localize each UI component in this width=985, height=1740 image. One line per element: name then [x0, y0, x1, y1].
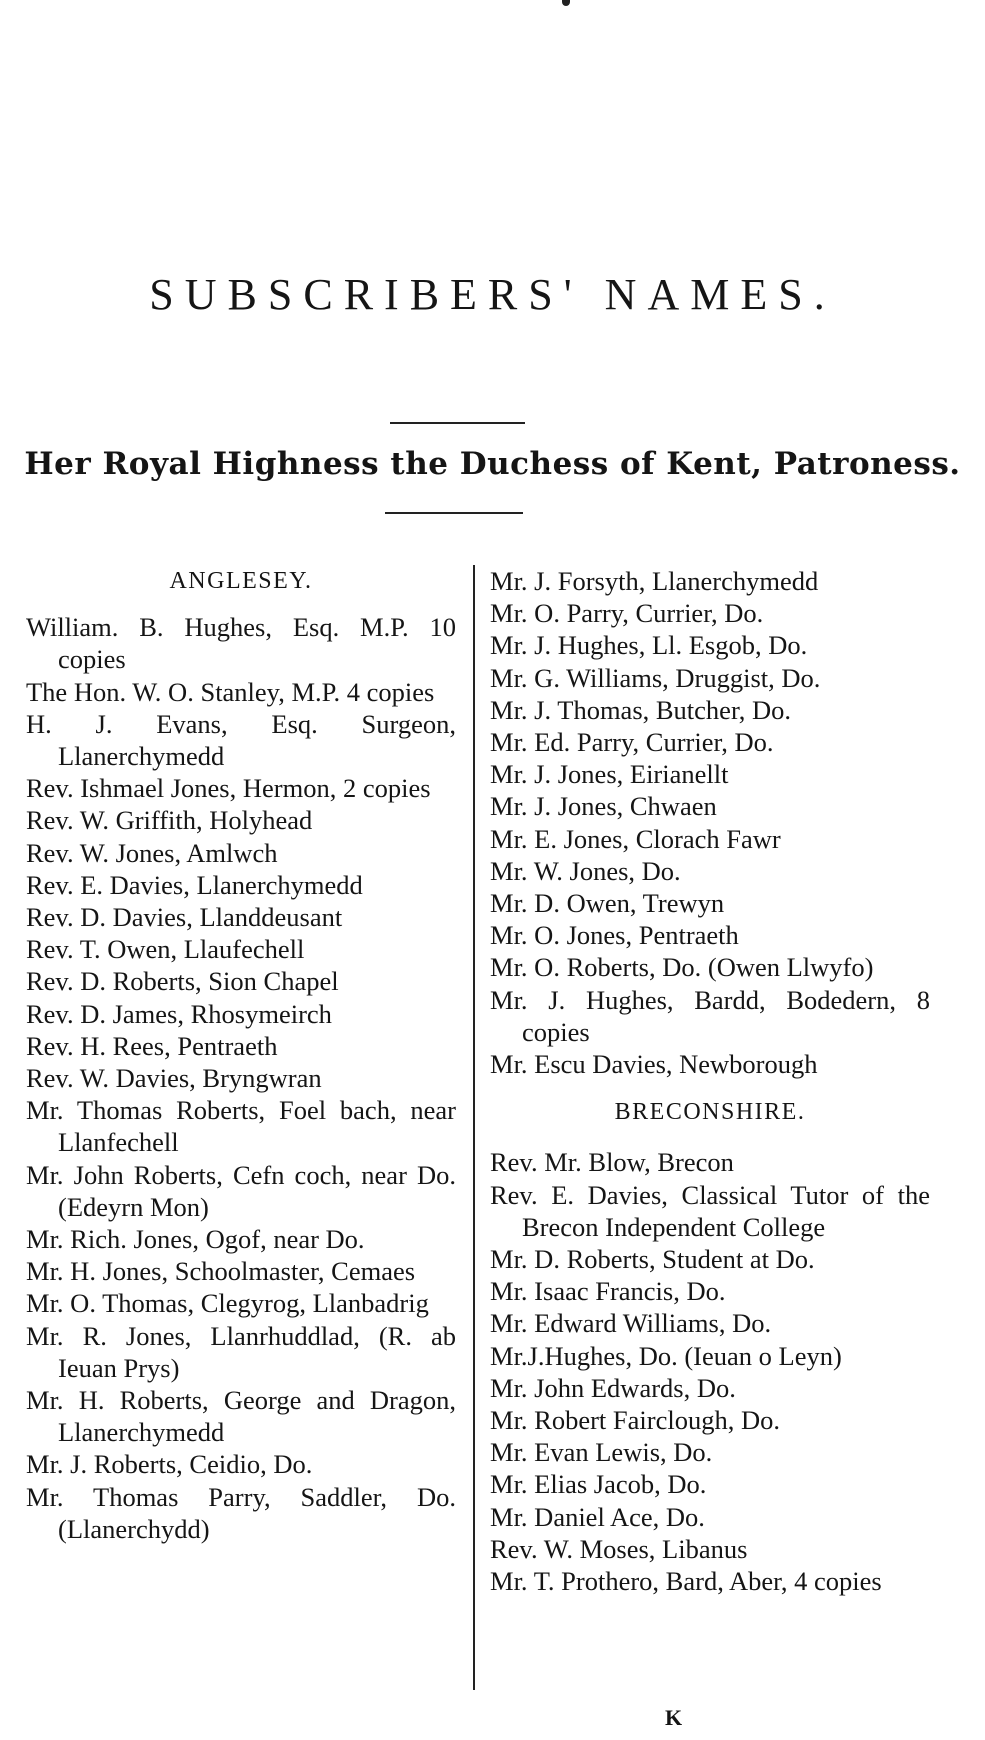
- subscriber-entry: Mr. Elias Jacob, Do.: [490, 1469, 707, 1500]
- signature-mark: K: [665, 1705, 683, 1730]
- subscriber-entry: Rev. E. Davies, Classical Tutor of the Brecon Independent College: [490, 1179, 930, 1242]
- section-heading-anglesey: ANGLESEY.: [169, 568, 313, 594]
- subscriber-entry: Rev. D. Davies, Llanddeusant: [26, 902, 343, 933]
- rule-below-patron: [385, 512, 523, 514]
- subscriber-entry: Rev. D. James, Rhosymeirch: [26, 998, 332, 1029]
- subscriber-entry: Rev. D. Roberts, Sion Chapel: [26, 966, 339, 997]
- subscriber-entry: Rev. W. Griffith, Holyhead: [26, 805, 313, 836]
- subscriber-entry: Rev. W. Davies, Bryngwran: [26, 1063, 322, 1094]
- left-column: [26, 565, 456, 1545]
- subscriber-entry: Mr. O. Thomas, Clegyrog, Llanbadrig: [26, 1288, 429, 1319]
- subscriber-entry: Mr. J. Hughes, Ll. Esgob, Do.: [490, 630, 808, 661]
- subscriber-entry: Mr. Thomas Roberts, Foel bach, near Llanfechell: [26, 1095, 456, 1158]
- subscriber-entry: Mr. G. Williams, Druggist, Do.: [490, 662, 821, 693]
- subscriber-entry: The Hon. W. O. Stanley, M.P. 4 copies: [26, 676, 435, 707]
- ink-mark: [562, 0, 570, 6]
- subscriber-entry: Mr. O. Jones, Pentraeth: [490, 920, 739, 951]
- subscriber-entry: Mr. Edward Williams, Do.: [490, 1308, 772, 1339]
- subscriber-entry: Rev. W. Jones, Amlwch: [26, 837, 278, 868]
- subscriber-entry: Mr. D. Roberts, Student at Do.: [490, 1244, 815, 1275]
- rule-above-patron: [390, 422, 525, 424]
- anglesey-list-continued: [490, 565, 930, 1080]
- column-divider: [473, 565, 475, 1690]
- right-column: [490, 565, 930, 1597]
- anglesey-list: [26, 611, 456, 1545]
- subscriber-entry: Mr. H. Roberts, George and Dragon, Llanerchymedd: [26, 1385, 456, 1448]
- subscriber-entry: Mr. J. Forsyth, Llanerchymedd: [490, 566, 819, 596]
- subscriber-entry: Mr. Rich. Jones, Ogof, near Do.: [26, 1224, 365, 1255]
- subscriber-entry: Mr. J. Hughes, Bardd, Bodedern, 8 copies: [490, 984, 930, 1047]
- subscriber-entry: Mr. D. Owen, Trewyn: [490, 888, 725, 919]
- subscriber-entry: Rev. E. Davies, Llanerchymedd: [26, 869, 363, 900]
- subscriber-entry: Mr. Evan Lewis, Do.: [490, 1437, 713, 1468]
- subscriber-entry: Mr. John Edwards, Do.: [490, 1372, 736, 1403]
- subscriber-entry: Mr. J. Thomas, Butcher, Do.: [490, 694, 791, 725]
- subscriber-entry: Mr.J.Hughes, Do. (Ieuan o Leyn): [490, 1340, 842, 1371]
- subscriber-entry: Mr. O. Roberts, Do. (Owen Llwyfo): [490, 952, 874, 983]
- subscriber-entry: William. B. Hughes, Esq. M.P. 10 copies: [26, 612, 456, 675]
- subscriber-entry: Mr. Daniel Ace, Do.: [490, 1501, 705, 1532]
- subscriber-entry: Mr. John Roberts, Cefn coch, near Do. (Edeyrn Mon): [26, 1159, 456, 1222]
- page-title: SUBSCRIBERS' NAMES.: [149, 270, 836, 320]
- section-heading-breconshire: BRECONSHIRE.: [614, 1099, 806, 1126]
- subscriber-entry: Mr. T. Prothero, Bard, Aber, 4 copies: [490, 1566, 882, 1597]
- subscriber-entry: Rev. Ishmael Jones, Hermon, 2 copies: [26, 773, 431, 804]
- subscriber-entry: Mr. J. Jones, Chwaen: [490, 791, 717, 822]
- subscriber-entry: Rev. H. Rees, Pentraeth: [26, 1030, 278, 1061]
- subscriber-entry: Mr. Thomas Parry, Saddler, Do. (Llanerchydd): [26, 1481, 456, 1544]
- subscriber-entry: Mr. Ed. Parry, Currier, Do.: [490, 727, 774, 758]
- subscriber-entry: Mr. H. Jones, Schoolmaster, Cemaes: [26, 1256, 416, 1287]
- subscriber-entry: Mr. J. Roberts, Ceidio, Do.: [26, 1449, 313, 1480]
- subscriber-entry: Mr. W. Jones, Do.: [490, 855, 681, 886]
- patron-line: Her Royal Highness the Duchess of Kent, Patroness.: [24, 446, 961, 482]
- subscriber-entry: Mr. Robert Fairclough, Do.: [490, 1405, 780, 1436]
- subscriber-entry: Rev. T. Owen, Llaufechell: [26, 934, 305, 965]
- subscriber-entry: Rev. Mr. Blow, Brecon: [490, 1147, 734, 1178]
- subscriber-entry: Mr. J. Jones, Eirianellt: [490, 759, 729, 790]
- subscriber-entry: Rev. W. Moses, Libanus: [490, 1533, 748, 1564]
- subscriber-entry: Mr. Isaac Francis, Do.: [490, 1276, 726, 1307]
- subscriber-entry: Mr. Escu Davies, Newborough: [490, 1049, 818, 1080]
- subscriber-entry: H. J. Evans, Esq. Surgeon, Llanerchymedd: [26, 708, 456, 772]
- subscriber-entry: Mr. O. Parry, Currier, Do.: [490, 598, 764, 629]
- breconshire-list: [490, 1146, 930, 1597]
- subscriber-entry: Mr. E. Jones, Clorach Fawr: [490, 823, 781, 854]
- subscriber-entry: Mr. R. Jones, Llanrhuddlad, (R. ab Ieuan Prys): [26, 1320, 456, 1383]
